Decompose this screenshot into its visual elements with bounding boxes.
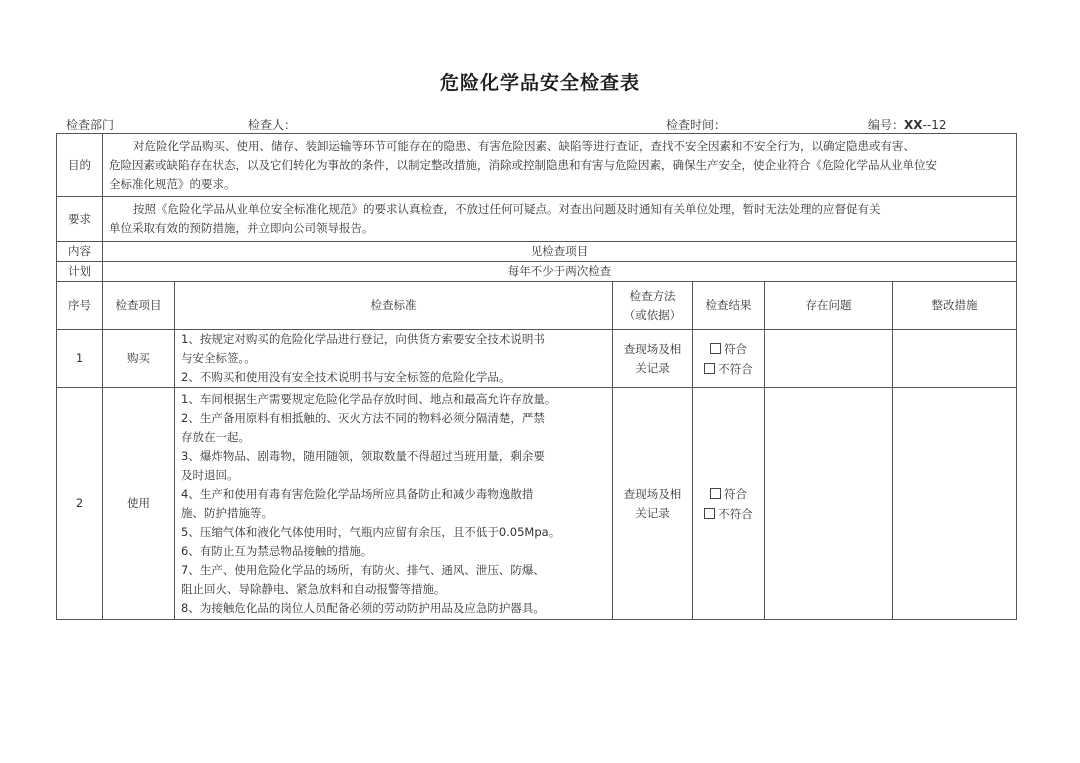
- time-label: 检查时间：: [666, 118, 727, 132]
- purpose-row: [57, 134, 1017, 197]
- col-header-issues: 存在问题: [765, 282, 893, 330]
- result-pass-option[interactable]: [699, 339, 758, 359]
- standard-line: 8、为接触危化品的岗位人员配备必须的劳动防护用品及应急防护器具。: [181, 600, 545, 615]
- result-pass-label: 符合: [724, 486, 747, 501]
- method-header-line1: 检查方法: [629, 288, 676, 303]
- checkbox-icon[interactable]: [704, 508, 715, 519]
- col-header-method: [613, 282, 693, 330]
- col-header-no: 序号: [57, 282, 103, 330]
- col-header-item: 检查项目: [103, 282, 175, 330]
- requirement-line: 单位采取有效的预防措施，并立即向公司领导报告。: [109, 221, 374, 235]
- row-no: 1: [57, 330, 103, 388]
- requirement-text: [103, 197, 1017, 242]
- method-line1: 查现场及相: [623, 486, 682, 501]
- row-method: [613, 330, 693, 388]
- plan-label: 计划: [57, 262, 103, 282]
- col-header-standard: 检查标准: [175, 282, 613, 330]
- row-no: 2: [57, 388, 103, 620]
- row-result[interactable]: [693, 330, 765, 388]
- standard-line: 5、压缩气体和液化气体使用时，气瓶内应留有余压，且不低于0.05Mpa。: [181, 524, 561, 539]
- standard-line: 1、车间根据生产需要规定危险化学品存放时间、地点和最高允许存放量。: [181, 391, 557, 406]
- result-fail-option[interactable]: [699, 504, 758, 524]
- result-pass-option[interactable]: [699, 484, 758, 504]
- standard-line: 及时退回。: [181, 467, 239, 482]
- row-issues[interactable]: [765, 330, 893, 388]
- purpose-line: 对危险化学品购买、使用、储存、装卸运输等环节可能存在的隐患、有害危险因素、缺陷等进行查证，查找不安全因素和不安全行为，以确定隐患或有害、: [133, 138, 915, 153]
- number-value-bold: XX: [904, 118, 923, 132]
- standard-line: 施、防护措施等。: [181, 505, 273, 520]
- row-standards: [175, 330, 613, 388]
- purpose-label: 目的: [57, 134, 103, 197]
- row-item: 使用: [103, 388, 175, 620]
- row-method: [613, 388, 693, 620]
- inspection-table: [56, 133, 1017, 620]
- table-row: [57, 330, 1017, 388]
- method-line2: 关记录: [635, 360, 670, 375]
- method-line2: 关记录: [635, 505, 670, 520]
- checkbox-icon[interactable]: [710, 488, 721, 499]
- dept-label: 检查部门: [66, 118, 115, 132]
- content-value: 见检查项目: [103, 242, 1017, 262]
- standard-line: 2、生产备用原料有相抵触的、灭火方法不同的物料必须分隔清楚，严禁: [181, 410, 545, 425]
- requirement-label: 要求: [57, 197, 103, 242]
- plan-value: 每年不少于两次检查: [103, 262, 1017, 282]
- col-header-rectify: 整改措施: [893, 282, 1017, 330]
- result-fail-label: 不符合: [718, 506, 753, 521]
- header-row: [57, 282, 1017, 330]
- standard-line: 存放在一起。: [181, 429, 250, 444]
- checkbox-icon[interactable]: [710, 343, 721, 354]
- inspector-label: 检查人：: [248, 118, 297, 132]
- checkbox-icon[interactable]: [704, 363, 715, 374]
- result-pass-label: 符合: [724, 341, 747, 356]
- table-row: [57, 388, 1017, 620]
- result-fail-label: 不符合: [718, 361, 753, 376]
- form-number: [868, 116, 946, 134]
- row-rectify[interactable]: [893, 330, 1017, 388]
- method-line1: 查现场及相: [623, 341, 682, 356]
- standard-line: 与安全标签。。: [181, 351, 256, 365]
- row-issues[interactable]: [765, 388, 893, 620]
- number-label: 编号：: [868, 118, 905, 132]
- standard-line: 7、生产、使用危险化学品的场所，有防火、排气、通风、泄压、防爆、: [181, 562, 545, 577]
- result-fail-option[interactable]: [699, 359, 758, 379]
- purpose-line: 全标准化规范》的要求。: [109, 176, 236, 191]
- purpose-line: 危险因素或缺陷存在状态，以及它们转化为事故的条件，以制定整改措施，消除或控制隐患和有害与危险因素，确保生产安全，使企业符合《危险化学品从业单位安: [109, 157, 937, 172]
- row-rectify[interactable]: [893, 388, 1017, 620]
- requirement-line: 按照《危险化学品从业单位安全标准化规范》的要求认真检查，不放过任何可疑点。对查出问题及时通知有关单位处理，暂时无法处理的应督促有关: [133, 202, 881, 216]
- content-row: [57, 242, 1017, 262]
- standard-line: 6、有防止互为禁忌物品接触的措施。: [181, 543, 373, 558]
- content-label: 内容: [57, 242, 103, 262]
- col-header-result: 检查结果: [693, 282, 765, 330]
- number-value-rest: --12: [922, 118, 947, 132]
- standard-line: 2、不购买和使用没有安全技术说明书与安全标签的危险化学品。: [181, 370, 511, 384]
- row-result[interactable]: [693, 388, 765, 620]
- standard-line: 阻止回火、导除静电、紧急放料和自动报警等措施。: [181, 581, 446, 596]
- standard-line: 4、生产和使用有毒有害危险化学品场所应具备防止和减少毒物逸散措: [181, 486, 534, 501]
- row-standards: [175, 388, 613, 620]
- standard-line: 3、爆炸物品、剧毒物，随用随领，领取数量不得超过当班用量，剩余要: [181, 448, 545, 463]
- plan-row: [57, 262, 1017, 282]
- page-title: 危险化学品安全检查表: [439, 72, 640, 94]
- standard-line: 1、按规定对购买的危险化学品进行登记，向供货方索要安全技术说明书: [181, 332, 545, 346]
- purpose-text: [103, 134, 1017, 197]
- requirement-row: [57, 197, 1017, 242]
- method-header-line2: （或依据）: [623, 307, 682, 322]
- row-item: 购买: [103, 330, 175, 388]
